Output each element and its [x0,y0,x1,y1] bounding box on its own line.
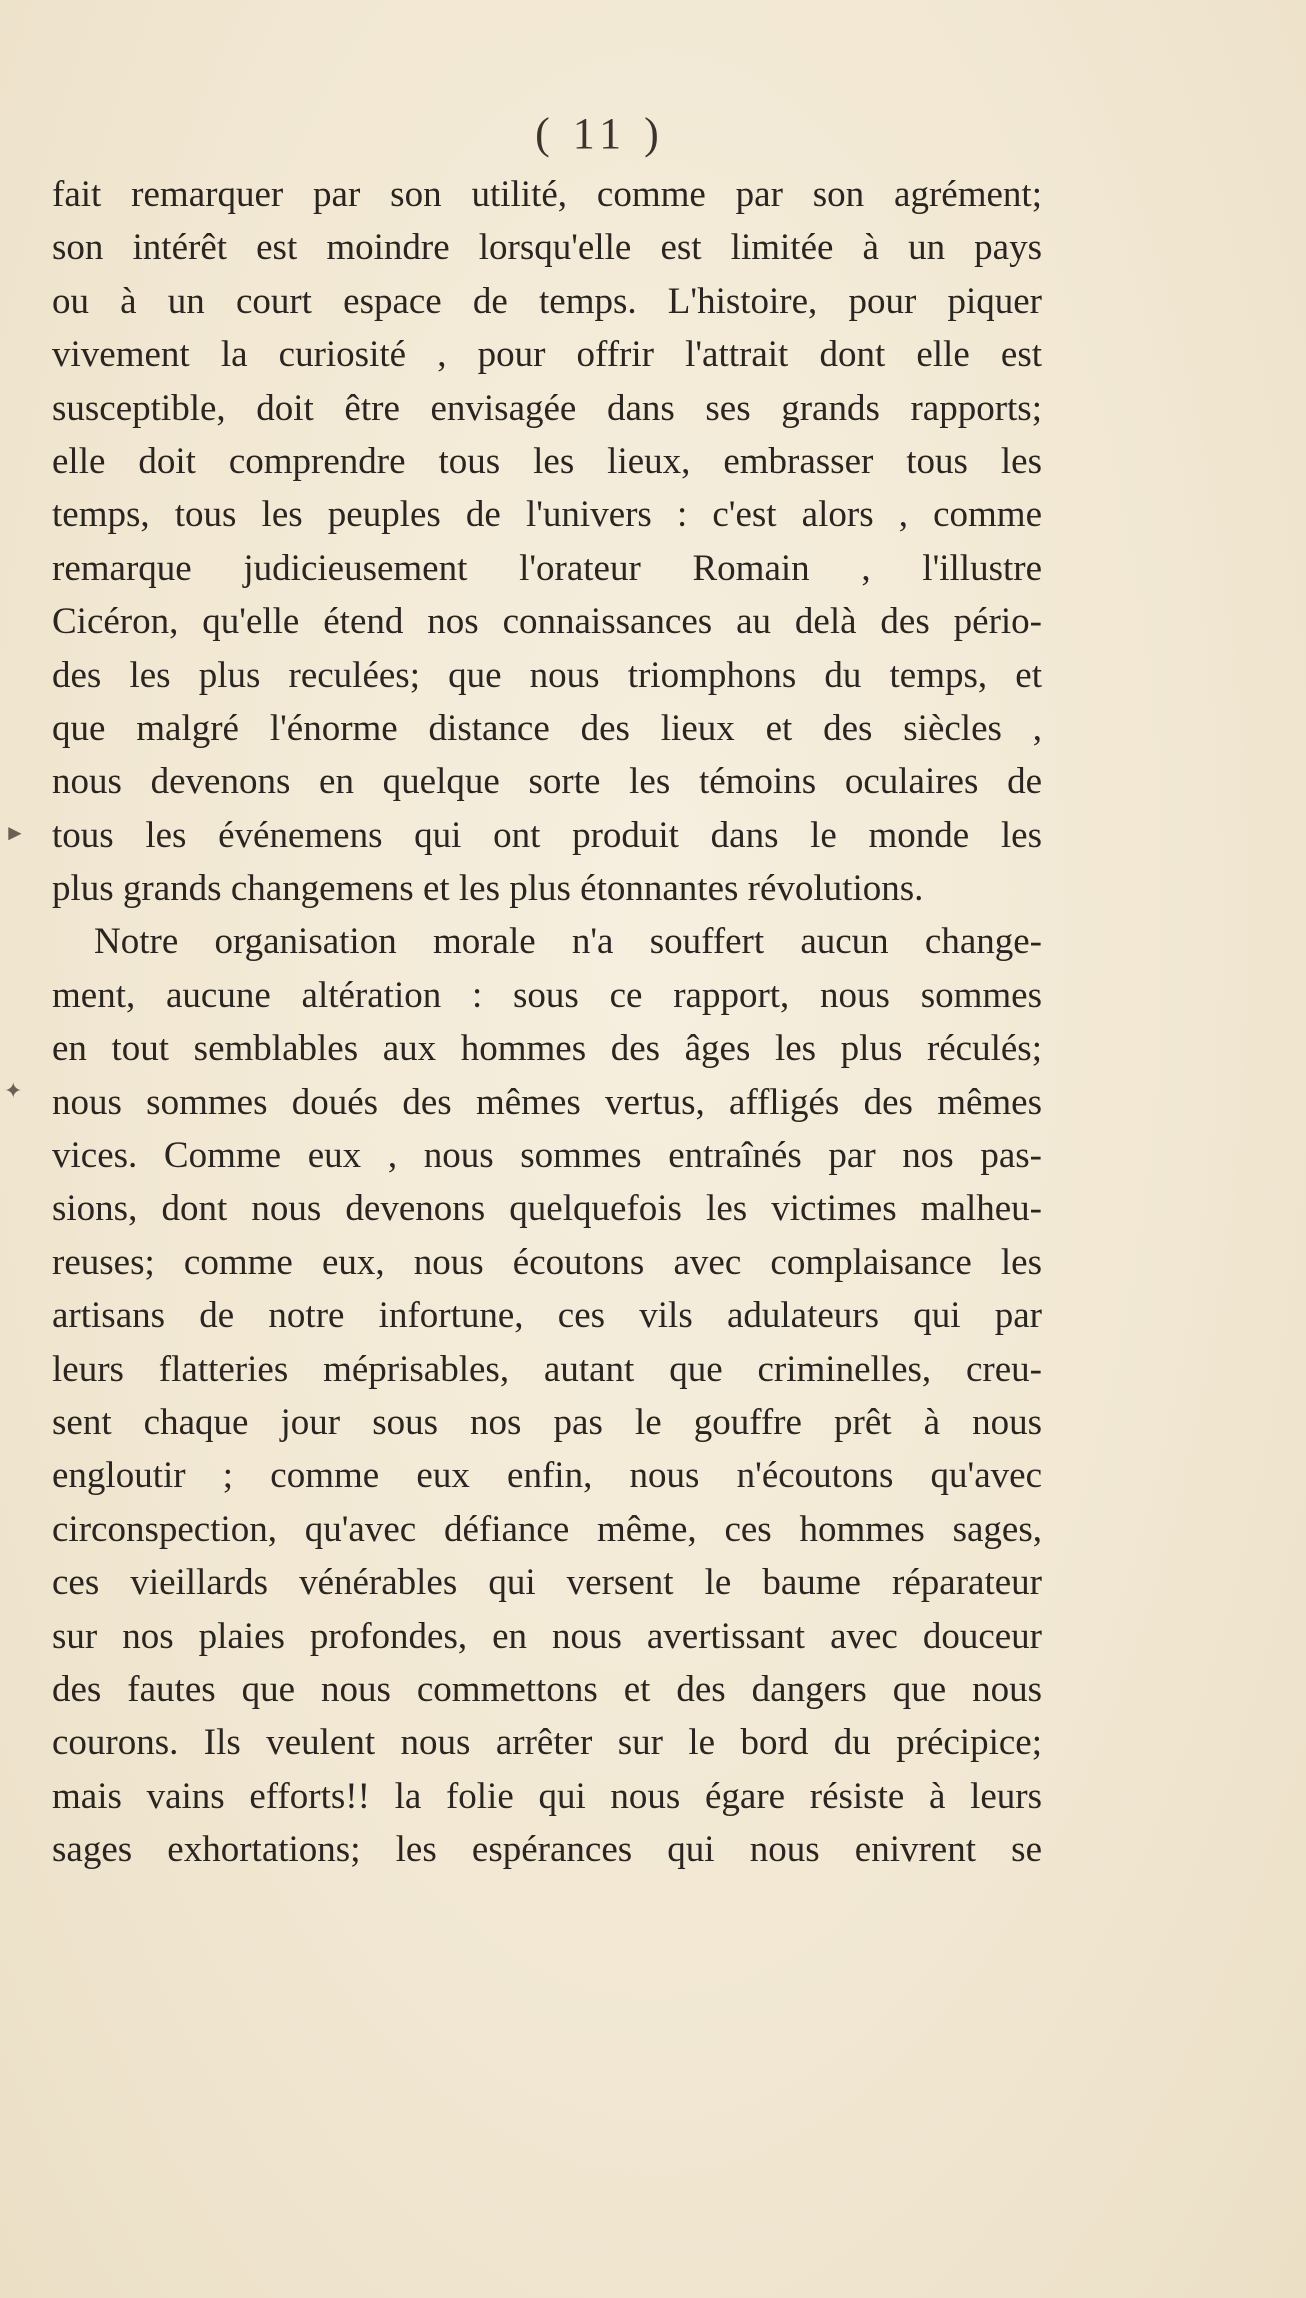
text-line: vivement la curiosité , pour offrir l'attrait dont elle est [52,334,1042,376]
body-text [52,168,1042,1877]
text-line: ou à un court espace de temps. L'histoire, pour piquer [52,280,1042,322]
text-line: engloutir ; comme eux enfin, nous n'écoutons qu'avec [52,1455,1042,1497]
text-line: ces vieillards vénérables qui versent le baume réparateur [52,1562,1042,1604]
text-line: tous les événemens qui ont produit dans le monde les [52,814,1042,856]
text-line: nous devenons en quelque sorte les témoins oculaires de [52,761,1042,803]
text-line: fait remarquer par son utilité, comme par son agrément; [52,174,1042,215]
text-line: susceptible, doit être envisagée dans ses grands rapports; [52,387,1042,429]
text-line: nous sommes doués des mêmes vertus, affligés des mêmes [52,1081,1042,1123]
text-line: sent chaque jour sous nos pas le gouffre prêt à nous [52,1401,1042,1443]
text-line: temps, tous les peuples de l'univers : c'est alors , comme [52,494,1042,536]
text-line: reuses; comme eux, nous écoutons avec complaisance les [52,1241,1042,1283]
text-line: que malgré l'énorme distance des lieux et des siècles , [52,707,1042,749]
text-line: des les plus reculées; que nous triomphons du temps, et [52,654,1042,696]
margin-mark-arrow: ► [4,820,26,845]
text-line: mais vains efforts!! la folie qui nous égare résiste à leurs [52,1775,1042,1817]
margin-mark-ornament: ✦ [4,1078,23,1103]
text-line: sages exhortations; les espérances qui nous enivrent se [52,1829,1042,1871]
text-line: sur nos plaies profondes, en nous avertissant avec douceur [52,1615,1042,1657]
text-line: leurs flatteries méprisables, autant que criminelles, creu- [52,1348,1042,1390]
text-line: Notre organisation morale n'a souffert aucun change- [94,921,1042,963]
text-line: en tout semblables aux hommes des âges les plus réculés; [52,1028,1042,1070]
text-line: son intérêt est moindre lorsqu'elle est limitée à un pays [52,227,1042,269]
text-line: artisans de notre infortune, ces vils adulateurs qui par [52,1295,1042,1337]
text-line: circonspection, qu'avec défiance même, ces hommes sages, [52,1508,1042,1550]
text-line: ment, aucune altération : sous ce rapport, nous sommes [52,974,1042,1016]
text-line: des fautes que nous commettons et des dangers que nous [52,1668,1042,1710]
text-line: vices. Comme eux , nous sommes entraînés par nos pas- [52,1135,1042,1177]
text-line: elle doit comprendre tous les lieux, embrasser tous les [52,440,1042,482]
text-line: sions, dont nous devenons quelquefois les victimes malheu- [52,1188,1042,1230]
text-line: remarque judicieusement l'orateur Romain , l'illustre [52,547,1042,589]
text-line: courons. Ils veulent nous arrêter sur le bord du précipice; [52,1722,1042,1764]
text-line: plus grands changemens et les plus étonnantes révolutions. [52,868,924,910]
text-line: Cicéron, qu'elle étend nos connaissances au delà des pério- [52,601,1042,643]
page-number: ( 11 ) [535,109,665,158]
